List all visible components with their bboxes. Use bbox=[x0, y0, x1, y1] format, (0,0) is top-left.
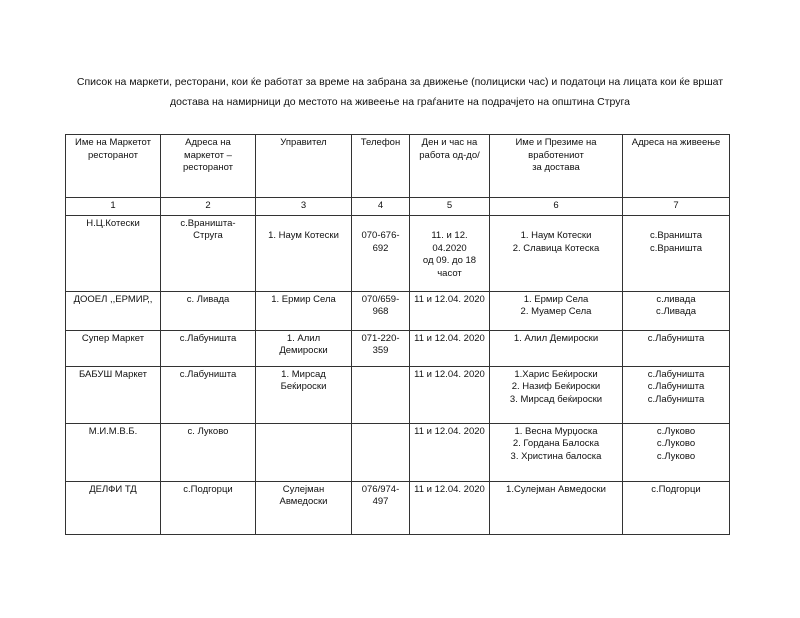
cell-line: 3. Мирсад беќироски bbox=[509, 393, 603, 405]
title-line-2: достава на намирници до местото на живеење на граѓаните на подрачјето на општина Струга bbox=[170, 96, 630, 108]
cell-line: Сулејман bbox=[282, 483, 325, 495]
cell-line: 1. Наум Котески bbox=[520, 230, 592, 241]
cell-line: 11. и 12. bbox=[431, 230, 468, 241]
column-number: 3 bbox=[256, 198, 352, 216]
cell-hours bbox=[410, 215, 490, 291]
cell-line bbox=[493, 218, 619, 231]
cell-line bbox=[355, 218, 406, 231]
header-residence bbox=[623, 135, 730, 198]
cell-line: с.Лабуништа bbox=[647, 368, 705, 380]
table-row bbox=[66, 291, 730, 330]
cell-line: 1. Ермир Села bbox=[271, 293, 336, 305]
cell-phone bbox=[352, 423, 410, 481]
cell-line bbox=[626, 218, 726, 231]
cell-line: 1. Весна Мурџоска bbox=[514, 425, 598, 437]
table-row bbox=[66, 423, 730, 481]
cell-manager bbox=[256, 423, 352, 481]
cell-line: с.Луково bbox=[656, 450, 696, 462]
cell-line: ресторанот bbox=[87, 149, 139, 161]
cell-line: с. Ливада bbox=[186, 293, 230, 305]
cell-address bbox=[161, 423, 256, 481]
cell-line: Управител bbox=[280, 137, 327, 148]
cell-line: с. Луково bbox=[187, 425, 229, 437]
cell-address bbox=[161, 366, 256, 423]
cell-line: 11 и 12.04. 2020 bbox=[414, 483, 485, 495]
column-number: 1 bbox=[66, 198, 161, 216]
header-name bbox=[66, 135, 161, 198]
cell-line: с.Луково bbox=[656, 425, 696, 437]
cell-line: часот bbox=[437, 267, 462, 279]
cell-line: маркетот – bbox=[184, 149, 232, 161]
cell-line: вработениот bbox=[528, 149, 584, 161]
cell-hours bbox=[410, 291, 490, 330]
cell-phone bbox=[352, 330, 410, 366]
cell-line: 11 и 12.04. 2020 bbox=[414, 368, 485, 380]
cell-line: 11 и 12.04. 2020 bbox=[414, 332, 485, 344]
cell-line: 04.2020 bbox=[432, 242, 467, 254]
cell-manager bbox=[256, 330, 352, 366]
cell-line bbox=[259, 218, 348, 231]
cell-line: од 09. до 18 bbox=[422, 255, 477, 266]
table-row bbox=[66, 215, 730, 291]
cell-line: ДЕЛФИ ТД bbox=[89, 483, 137, 495]
cell-line: 1.Харис Беќироски bbox=[514, 368, 598, 380]
cell-line: с.Лабуништа bbox=[179, 368, 237, 380]
cell-line: М.И.М.В.Б. bbox=[88, 425, 138, 437]
cell-line: 3. Христина балоска bbox=[510, 450, 602, 462]
shops-table bbox=[65, 134, 730, 535]
cell-line: с.Лабуништа bbox=[179, 332, 237, 344]
cell-line: 11 и 12.04. 2020 bbox=[414, 293, 485, 305]
cell-line: Адреса на bbox=[185, 137, 231, 148]
header-manager bbox=[256, 135, 352, 198]
cell-line: ресторанот bbox=[182, 162, 234, 173]
cell-name bbox=[66, 423, 161, 481]
cell-name bbox=[66, 330, 161, 366]
cell-line: с.Враништа bbox=[650, 230, 702, 241]
cell-line: 1. Алил bbox=[286, 332, 321, 344]
cell-phone bbox=[352, 215, 410, 291]
cell-line: 071-220-359 bbox=[361, 332, 400, 356]
cell-residence bbox=[623, 481, 730, 534]
cell-name bbox=[66, 291, 161, 330]
cell-residence bbox=[623, 215, 730, 291]
header-hours bbox=[410, 135, 490, 198]
cell-manager bbox=[256, 481, 352, 534]
cell-employees bbox=[490, 423, 623, 481]
cell-address bbox=[161, 330, 256, 366]
table-row bbox=[66, 330, 730, 366]
column-number: 4 bbox=[352, 198, 410, 216]
table-body bbox=[66, 135, 730, 535]
cell-manager bbox=[256, 215, 352, 291]
cell-name bbox=[66, 215, 161, 291]
cell-line: 2. Гордана Балоска bbox=[512, 438, 600, 449]
cell-hours bbox=[410, 481, 490, 534]
cell-hours bbox=[410, 423, 490, 481]
cell-phone bbox=[352, 366, 410, 423]
cell-line: Н.Ц.Котески bbox=[86, 217, 140, 229]
cell-line bbox=[259, 426, 348, 439]
cell-employees bbox=[490, 330, 623, 366]
cell-line: 1.Сулејман Авмедоски bbox=[506, 483, 606, 495]
cell-line: Име на Маркетот bbox=[75, 137, 151, 148]
cell-line: 1. Наум Котески bbox=[268, 230, 339, 241]
column-number: 5 bbox=[410, 198, 490, 216]
cell-line: за достава bbox=[532, 162, 580, 173]
cell-phone bbox=[352, 291, 410, 330]
cell-line: с.Луково bbox=[656, 438, 696, 449]
cell-line: с.Враништа bbox=[650, 242, 702, 254]
document-title bbox=[40, 72, 760, 112]
cell-employees bbox=[490, 366, 623, 423]
cell-line: Струга bbox=[193, 230, 223, 241]
header-employees bbox=[490, 135, 623, 198]
cell-line: 1. Алил Демироски bbox=[513, 332, 599, 344]
cell-line: с.Ливада bbox=[656, 306, 696, 317]
cell-residence bbox=[623, 366, 730, 423]
column-number: 6 bbox=[490, 198, 623, 216]
cell-line bbox=[413, 218, 486, 231]
cell-line: 2. Назиф Беќироски bbox=[511, 381, 601, 392]
cell-line: 11 и 12.04. 2020 bbox=[414, 425, 485, 437]
cell-manager bbox=[256, 291, 352, 330]
header-phone bbox=[352, 135, 410, 198]
cell-employees bbox=[490, 291, 623, 330]
cell-line: Ден и час на bbox=[421, 137, 478, 148]
cell-line bbox=[355, 426, 406, 439]
cell-line: 1. Ермир Села bbox=[523, 293, 589, 305]
cell-line: БАБУШ Маркет bbox=[79, 368, 147, 380]
cell-line: Демироски bbox=[279, 345, 328, 356]
cell-line: с.Лабуништа bbox=[647, 332, 705, 344]
cell-line: Супер Маркет bbox=[81, 332, 145, 344]
cell-line: 070/659-968 bbox=[361, 293, 400, 317]
cell-line: Телефон bbox=[360, 137, 401, 148]
cell-line: 076/974-497 bbox=[361, 483, 400, 507]
table-row bbox=[66, 481, 730, 534]
column-number-row bbox=[66, 198, 730, 216]
title-line-1: Список на маркети, ресторани, кои ќе работат за време на забрана за движење (полициски час) и податоци на лицата кои ќе вршат bbox=[76, 76, 724, 88]
cell-address bbox=[161, 481, 256, 534]
cell-employees bbox=[490, 481, 623, 534]
cell-line: с.Подгорци bbox=[183, 483, 233, 495]
cell-hours bbox=[410, 330, 490, 366]
cell-line bbox=[355, 369, 406, 382]
cell-name bbox=[66, 366, 161, 423]
table-row bbox=[66, 366, 730, 423]
cell-line: Авмедоски bbox=[279, 496, 328, 507]
cell-hours bbox=[410, 366, 490, 423]
cell-line: Беќироски bbox=[280, 381, 327, 392]
cell-phone bbox=[352, 481, 410, 534]
cell-line: Име и Презиме на bbox=[515, 137, 597, 148]
cell-line: с.Лабуништа bbox=[647, 381, 705, 392]
column-number: 7 bbox=[623, 198, 730, 216]
cell-line: Адреса на живеење bbox=[631, 137, 721, 148]
cell-manager bbox=[256, 366, 352, 423]
cell-line: с.Враништа- bbox=[180, 217, 236, 229]
cell-residence bbox=[623, 423, 730, 481]
cell-line: с.ливада bbox=[656, 293, 696, 305]
cell-address bbox=[161, 215, 256, 291]
cell-line: 2. Муамер Села bbox=[520, 306, 592, 317]
cell-line: с.Подгорци bbox=[651, 483, 701, 495]
cell-address bbox=[161, 291, 256, 330]
column-number: 2 bbox=[161, 198, 256, 216]
header-row bbox=[66, 135, 730, 198]
cell-residence bbox=[623, 291, 730, 330]
cell-residence bbox=[623, 330, 730, 366]
cell-line: ДООЕЛ ,,ЕРМИР,, bbox=[73, 293, 153, 305]
header-address bbox=[161, 135, 256, 198]
cell-line: работа од-до/ bbox=[419, 149, 480, 161]
cell-line: 1. Мирсад bbox=[281, 368, 326, 380]
cell-employees bbox=[490, 215, 623, 291]
cell-name bbox=[66, 481, 161, 534]
cell-line: 2. Славица Котеска bbox=[512, 242, 600, 254]
cell-line: 070-676-692 bbox=[361, 230, 400, 254]
cell-line: с.Лабуништа bbox=[647, 393, 705, 405]
